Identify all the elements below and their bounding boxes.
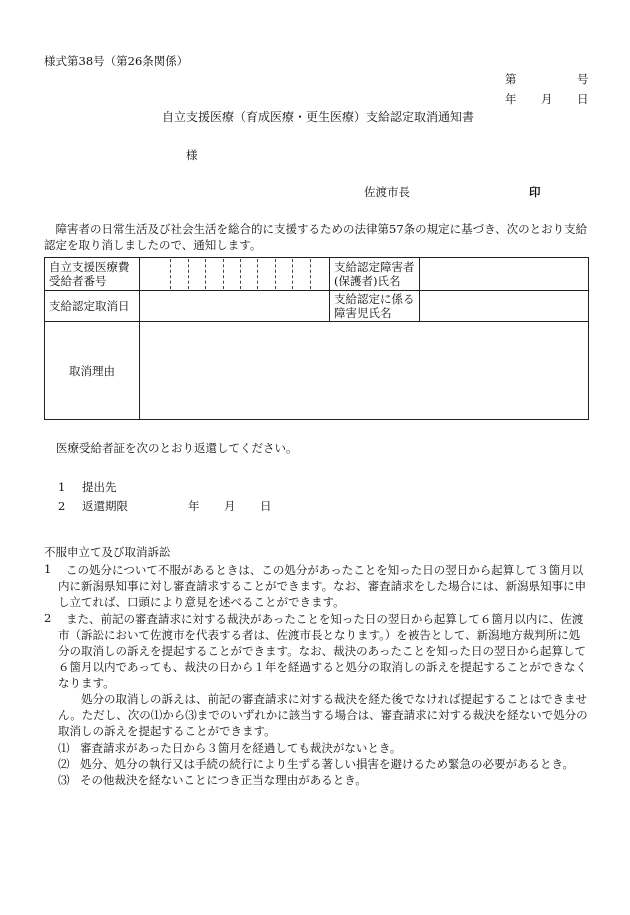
child-name-label: 支給認定に係る 障害児氏名 [330,291,420,322]
appeal-item-1-num: 1 [44,562,52,576]
recipient-number-label: 自立支援医療費 受給者番号 [45,258,140,291]
appeal-item-2-text: また、前記の審査請求に対する裁決があったことを知った日の翌日から起算して６箇月以内に、佐渡市（訴訟において佐渡市を代表する者は、佐渡市長となります。）を被告として、新潟地方裁判所に処分の取消しの訴えを提起することができます。なお、裁決のあったことを知った日の翌日から起算して６箇月以内であっても、裁決の日から１年を経過すると処分の取消しの訴えを提起することができなくなります。 [58,612,587,690]
appeal-item-2-num: 2 [44,611,52,625]
issuer-name: 佐渡市長 [364,185,410,199]
sub-item-3-num: ⑶ [58,773,70,787]
reason-cell [140,322,589,420]
return-item-2-num: 2 [58,499,66,513]
seal-mark: 印 [529,185,541,199]
cancel-date-cell [140,291,330,322]
appeal-item-2-para2: 処分の取消しの訴えは、前記の審査請求に対する裁決を経た後でなければ提起することはできません。ただし、次の⑴から⑶までのいずれかに該当する場合は、審査請求に対する裁決を経ないで処分の取消しの訴えを提起することができます。 [58,692,588,738]
appeal-item-1-text: この処分について不服があるときは、この処分があったことを知った日の翌日から起算して３箇月以内に新潟県知事に対し審査請求することができます。なお、審査請求をした場合には、新潟県知事に申し立てれば、口頭により意見を述べることができます。 [58,563,587,609]
form-label: 様式第38号（第26条関係） [44,54,189,68]
document-title: 自立支援医療（育成医療・更生医療）支給認定取消通知書 [162,110,475,124]
return-deadline-day: 日 [260,499,272,513]
child-name-cell [420,291,589,322]
return-item-1-num: 1 [58,480,66,494]
sub-item-2-num: ⑵ [58,757,70,771]
sub-item-2-text: 処分、処分の執行又は手続の続行により生ずる著しい損害を避けるため緊急の必要があるとき。 [80,757,575,771]
form-table [44,257,589,420]
return-notice: 医療受給者証を次のとおり返還してください。 [56,441,298,455]
recipient-number-digits [154,259,327,289]
sub-item-3-text: その他裁決を経ないことにつき正当な理由があるとき。 [80,773,367,787]
sub-item-1-num: ⑴ [58,741,70,755]
appeal-heading: 不服申立て及び取消訴訟 [44,545,171,559]
document-number-suffix: 号 [577,72,589,86]
guardian-name-cell [420,258,589,291]
return-item-2-label: 返還期限 [82,499,128,513]
date-day: 日 [577,92,589,106]
reason-label: 取消理由 [45,322,140,420]
return-item-1-label: 提出先 [82,480,117,494]
intro-paragraph: 障害者の日常生活及び社会生活を総合的に支援するための法律第57条の規定に基づき、次のとおり支給認定を取り消しましたので、通知します。 [44,222,588,252]
guardian-name-label: 支給認定障害者 (保護者)氏名 [330,258,420,291]
sub-item-1-text: 審査請求があった日から３箇月を経過しても裁決がないとき。 [80,741,402,755]
date-year: 年 [505,92,517,106]
return-deadline-month: 月 [224,499,236,513]
document-number-prefix: 第 [505,72,517,86]
date-month: 月 [541,92,553,106]
cancel-date-label: 支給認定取消日 [45,291,140,322]
return-deadline-year: 年 [188,499,200,513]
recipient-number-cell [140,258,330,291]
recipient-suffix: 様 [186,148,198,162]
